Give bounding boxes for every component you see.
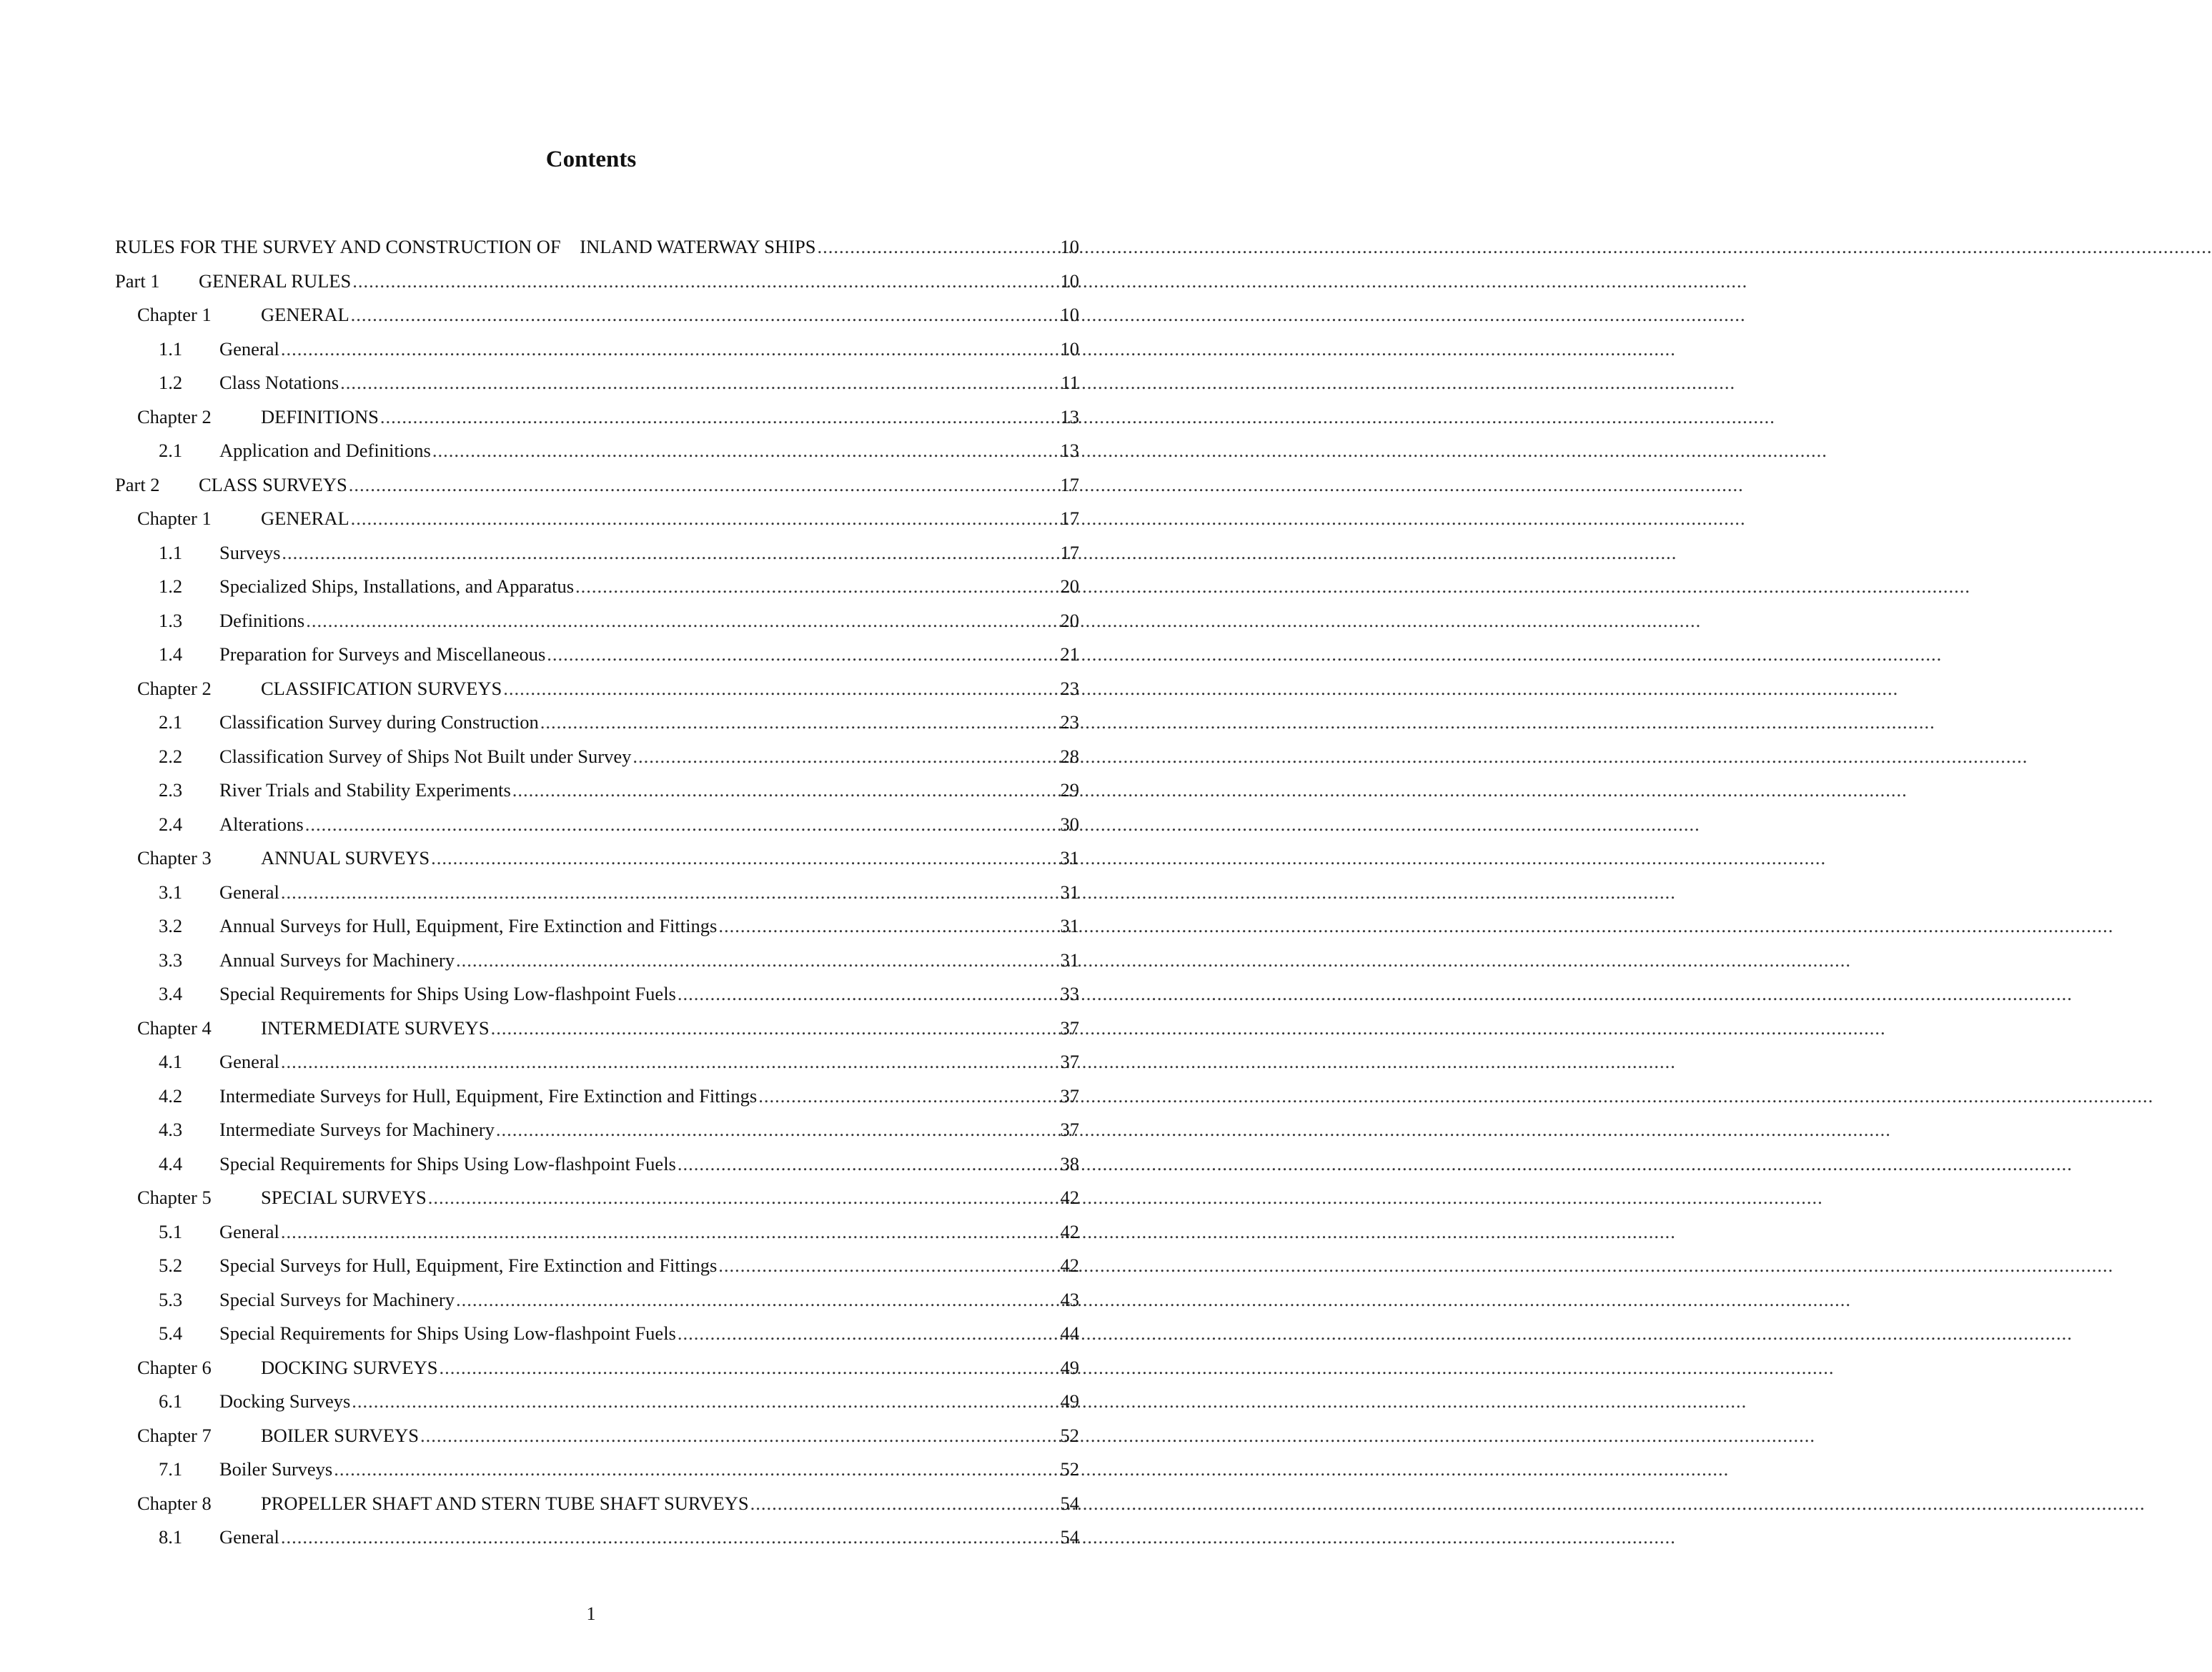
toc-entry[interactable] <box>115 672 1079 706</box>
toc-entry-number: 2.3 <box>159 779 183 801</box>
toc-dot-leader <box>575 575 1058 598</box>
toc-entry[interactable] <box>115 1249 1079 1283</box>
toc-entry-title: Intermediate Surveys for Hull, Equipment, Fire Extinction and Fittings <box>219 1084 758 1107</box>
toc-entry-number: Part 1 <box>115 269 160 292</box>
toc-entry-page: 31 <box>1060 847 1079 869</box>
toc-entry[interactable] <box>115 1453 1079 1487</box>
toc-dot-leader <box>281 1051 1059 1073</box>
toc-entry-number: 2.4 <box>159 813 183 835</box>
toc-entry[interactable] <box>115 298 1079 332</box>
toc-entry[interactable] <box>115 841 1079 876</box>
toc-entry[interactable] <box>115 1419 1079 1453</box>
toc-entry-title: Special Requirements for Ships Using Low-flashpoint Fuels <box>219 1152 676 1174</box>
toc-entry-title: Classification Survey of Ships Not Built under Survey <box>219 745 632 767</box>
toc-dot-leader <box>678 983 1059 1005</box>
toc-dot-leader <box>281 881 1059 904</box>
toc-entry-title: DOCKING SURVEYS <box>261 1356 438 1378</box>
toc-entry-title: Boiler Surveys <box>219 1458 333 1480</box>
toc-entry[interactable] <box>115 944 1079 978</box>
toc-entry-page: 43 <box>1060 1288 1079 1310</box>
toc-entry-page: 52 <box>1060 1458 1079 1480</box>
toc-entry-page: 21 <box>1060 643 1079 666</box>
toc-entry-title: SPECIAL SURVEYS <box>261 1187 427 1209</box>
toc-entry-number: 3.3 <box>159 949 183 971</box>
toc-entry-number: 1.2 <box>159 372 183 394</box>
toc-dot-leader <box>428 1187 1059 1209</box>
toc-dot-leader <box>352 270 1058 292</box>
toc-dot-leader <box>633 746 1058 768</box>
toc-entry-number: 3.1 <box>159 881 183 903</box>
toc-dot-leader <box>351 304 1059 326</box>
toc-entry-title: GENERAL <box>261 508 349 530</box>
toc-entry[interactable] <box>115 1385 1079 1419</box>
toc-entry-number: 3.2 <box>159 915 183 937</box>
toc-dot-leader <box>432 440 1059 462</box>
toc-entry[interactable] <box>115 909 1079 944</box>
toc-dot-leader <box>678 1322 1059 1345</box>
toc-entry-title: Alterations <box>219 813 304 835</box>
toc-dot-leader <box>282 542 1058 564</box>
toc-entry-page: 20 <box>1060 609 1079 631</box>
toc-entry[interactable] <box>115 1113 1079 1147</box>
toc-entry[interactable] <box>115 400 1079 435</box>
toc-dot-leader <box>456 1289 1059 1311</box>
toc-entry-page: 33 <box>1060 983 1079 1005</box>
toc-dot-leader <box>503 678 1058 700</box>
toc-dot-leader <box>281 1526 1059 1548</box>
toc-entry-number: 6.1 <box>159 1390 183 1413</box>
toc-dot-leader <box>380 406 1059 428</box>
toc-entry-title: Special Requirements for Ships Using Low-flashpoint Fuels <box>219 983 676 1005</box>
toc-dot-leader <box>547 643 1058 666</box>
toc-entry-title: Special Requirements for Ships Using Low-flashpoint Fuels <box>219 1322 676 1345</box>
toc-entry-number: 5.4 <box>159 1322 183 1345</box>
toc-entry-page: 37 <box>1060 1051 1079 1073</box>
toc-entry-number: 1.4 <box>159 643 183 666</box>
toc-entry[interactable] <box>115 773 1079 808</box>
toc-entry-page: 52 <box>1060 1424 1079 1446</box>
toc-dot-leader <box>431 847 1058 869</box>
toc-entry-title: River Trials and Stability Experiments <box>219 779 511 801</box>
toc-entry-title: CLASS SURVEYS <box>199 473 347 495</box>
toc-entry-number: 1.1 <box>159 337 183 360</box>
toc-entry-number: 4.4 <box>159 1152 183 1174</box>
toc-entry[interactable] <box>115 264 1079 299</box>
toc-entry[interactable] <box>115 502 1079 536</box>
toc-dot-leader <box>305 813 1059 836</box>
toc-dot-leader <box>306 610 1058 632</box>
toc-entry-title: BOILER SURVEYS <box>261 1424 419 1446</box>
toc-entry[interactable] <box>115 604 1079 638</box>
toc-entry-page: 17 <box>1060 508 1079 530</box>
toc-entry-title: PROPELLER SHAFT AND STERN TUBE SHAFT SURVEYS <box>261 1492 749 1514</box>
toc-entry-page: 23 <box>1060 711 1079 733</box>
toc-entry-title: DEFINITIONS <box>261 405 379 427</box>
toc-entry-title: Application and Definitions <box>219 440 431 462</box>
toc-dot-leader <box>420 1425 1059 1447</box>
page-number: 1 <box>586 1603 596 1624</box>
toc-entry[interactable] <box>115 1079 1079 1114</box>
toc-entry-number: 3.4 <box>159 983 183 1005</box>
toc-entry-page: 37 <box>1060 1016 1079 1039</box>
toc-entry-page: 44 <box>1060 1322 1079 1345</box>
toc-entry[interactable] <box>115 536 1079 570</box>
toc-dot-leader <box>512 779 1059 801</box>
toc-entry-number: Chapter 1 <box>137 508 212 530</box>
toc-entry-title: INTERMEDIATE SURVEYS <box>261 1016 490 1039</box>
toc-entry-title: Classification Survey during Construction <box>219 711 539 733</box>
toc-entry-number: Part 2 <box>115 473 160 495</box>
toc-entry[interactable] <box>115 1181 1079 1215</box>
toc-entry-page: 49 <box>1060 1356 1079 1378</box>
toc-entry-page: 17 <box>1060 473 1079 495</box>
toc-entry-page: 30 <box>1060 813 1079 835</box>
toc-entry-number: 4.1 <box>159 1051 183 1073</box>
toc-entry[interactable] <box>115 740 1079 774</box>
toc-dot-leader <box>758 1085 1058 1107</box>
toc-entry-page: 10 <box>1060 304 1079 326</box>
toc-entry-number: Chapter 1 <box>137 304 212 326</box>
toc-dot-leader <box>352 1390 1058 1413</box>
toc-dot-leader <box>817 236 1058 258</box>
toc-entry-page: 10 <box>1060 236 1079 258</box>
toc-dot-leader <box>718 1255 1058 1277</box>
toc-entry[interactable] <box>115 1351 1079 1385</box>
page-title: Contents <box>545 147 637 172</box>
toc-entry-page: 54 <box>1060 1492 1079 1514</box>
toc-entry-number: 2.1 <box>159 440 183 462</box>
toc-entry-title: Preparation for Surveys and Miscellaneous <box>219 643 546 666</box>
toc-entry-number: Chapter 5 <box>137 1187 212 1209</box>
toc-entry-number: Chapter 2 <box>137 677 212 699</box>
toc-entry-page: 42 <box>1060 1255 1079 1277</box>
toc-entry-title: Surveys <box>219 541 281 563</box>
toc-entry-page: 42 <box>1060 1187 1079 1209</box>
toc-entry[interactable] <box>115 570 1079 604</box>
toc-entry[interactable] <box>115 1045 1079 1079</box>
toc-entry-title: Class Notations <box>219 372 339 394</box>
toc-entry[interactable] <box>115 1215 1079 1250</box>
toc-entry-number: 2.1 <box>159 711 183 733</box>
toc-entry-number: 2.2 <box>159 745 183 767</box>
toc-entry-title: General <box>219 1220 279 1242</box>
toc-entry-page: 38 <box>1060 1152 1079 1174</box>
toc-entry-title: Special Surveys for Machinery <box>219 1288 455 1310</box>
toc-entry-page: 49 <box>1060 1390 1079 1413</box>
toc-dot-leader <box>718 915 1058 937</box>
toc-entry-number: Chapter 8 <box>137 1492 212 1514</box>
toc-entry-page: 54 <box>1060 1526 1079 1548</box>
toc-entry-page: 31 <box>1060 949 1079 971</box>
toc-entry[interactable] <box>115 876 1079 910</box>
toc-entry-number: 5.1 <box>159 1220 183 1242</box>
toc-entry-title: RULES FOR THE SURVEY AND CONSTRUCTION OF INLAND WATERWAY SHIPS <box>115 236 816 258</box>
toc-entry[interactable] <box>115 1283 1079 1317</box>
toc-entry-page: 10 <box>1060 337 1079 360</box>
toc-entry-page: 13 <box>1060 405 1079 427</box>
toc-entry-page: 10 <box>1060 269 1079 292</box>
toc-entry-number: Chapter 6 <box>137 1356 212 1378</box>
toc-entry-number: 1.1 <box>159 541 183 563</box>
toc-entry-title: CLASSIFICATION SURVEYS <box>261 677 502 699</box>
toc-entry-page: 31 <box>1060 915 1079 937</box>
toc-entry[interactable] <box>115 434 1079 468</box>
toc-entry-page: 37 <box>1060 1084 1079 1107</box>
toc-entry-number: Chapter 3 <box>137 847 212 869</box>
toc-entry-page: 37 <box>1060 1119 1079 1141</box>
toc-entry[interactable] <box>115 468 1079 503</box>
table-of-contents <box>115 230 1079 1555</box>
toc-entry[interactable] <box>115 1011 1079 1046</box>
toc-entry-title: Special Surveys for Hull, Equipment, Fire Extinction and Fittings <box>219 1255 718 1277</box>
toc-entry-page: 20 <box>1060 575 1079 598</box>
toc-entry-page: 17 <box>1060 541 1079 563</box>
toc-dot-leader <box>540 711 1059 733</box>
toc-entry-number: Chapter 2 <box>137 405 212 427</box>
toc-entry[interactable] <box>115 332 1079 367</box>
toc-entry-title: ANNUAL SURVEYS <box>261 847 430 869</box>
toc-entry-page: 42 <box>1060 1220 1079 1242</box>
toc-entry-page: 29 <box>1060 779 1079 801</box>
toc-entry[interactable] <box>115 977 1079 1011</box>
toc-entry-title: Intermediate Surveys for Machinery <box>219 1119 495 1141</box>
toc-entry-number: Chapter 7 <box>137 1424 212 1446</box>
toc-entry-number: 1.3 <box>159 609 183 631</box>
toc-entry-title: General <box>219 1526 279 1548</box>
toc-entry-number: 8.1 <box>159 1526 183 1548</box>
toc-entry-number: 4.2 <box>159 1084 183 1107</box>
toc-entry-number: 7.1 <box>159 1458 183 1480</box>
toc-dot-leader <box>750 1493 1059 1515</box>
toc-dot-leader <box>281 1221 1059 1243</box>
toc-entry-page: 23 <box>1060 677 1079 699</box>
toc-entry-title: General <box>219 1051 279 1073</box>
toc-entry[interactable] <box>115 1487 1079 1521</box>
toc-entry[interactable] <box>115 366 1079 400</box>
toc-entry-title: GENERAL <box>261 304 349 326</box>
toc-dot-leader <box>340 372 1059 394</box>
toc-entry-page: 28 <box>1060 745 1079 767</box>
toc-dot-leader <box>439 1357 1058 1379</box>
toc-entry-number: Chapter 4 <box>137 1016 212 1039</box>
toc-dot-leader <box>281 338 1059 360</box>
toc-entry-page: 11 <box>1061 372 1079 394</box>
toc-entry[interactable] <box>115 230 1079 264</box>
toc-entry-number: 1.2 <box>159 575 183 598</box>
toc-entry-number: 5.3 <box>159 1288 183 1310</box>
toc-dot-leader <box>349 474 1059 496</box>
toc-entry[interactable] <box>115 1317 1079 1351</box>
toc-entry-number: 4.3 <box>159 1119 183 1141</box>
toc-entry[interactable] <box>115 808 1079 842</box>
toc-dot-leader <box>351 508 1059 530</box>
toc-entry-page: 13 <box>1060 440 1079 462</box>
toc-dot-leader <box>496 1119 1059 1141</box>
toc-entry[interactable] <box>115 706 1079 740</box>
toc-entry-title: General <box>219 337 279 360</box>
toc-dot-leader <box>491 1017 1059 1039</box>
toc-entry[interactable] <box>115 1520 1079 1555</box>
toc-entry-title: Specialized Ships, Installations, and Apparatus <box>219 575 575 598</box>
toc-entry-title: Annual Surveys for Hull, Equipment, Fire Extinction and Fittings <box>219 915 718 937</box>
toc-entry-page: 31 <box>1060 881 1079 903</box>
toc-entry-title: Annual Surveys for Machinery <box>219 949 455 971</box>
toc-dot-leader <box>678 1153 1059 1175</box>
toc-entry-title: GENERAL RULES <box>199 269 352 292</box>
toc-entry[interactable] <box>115 638 1079 672</box>
toc-entry-number: 5.2 <box>159 1255 183 1277</box>
toc-entry[interactable] <box>115 1147 1079 1182</box>
toc-dot-leader <box>456 949 1059 971</box>
toc-entry-title: General <box>219 881 279 903</box>
toc-dot-leader <box>334 1458 1058 1480</box>
toc-entry-title: Docking Surveys <box>219 1390 351 1413</box>
toc-entry-title: Definitions <box>219 609 305 631</box>
